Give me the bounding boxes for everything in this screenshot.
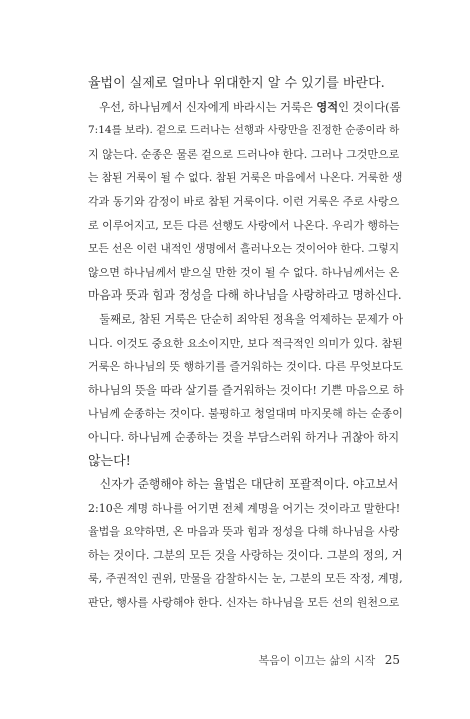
running-title: 복음이 이끄는 삶의 시작 [258,654,376,667]
text-line: 신자가 준행해야 하는 율법은 대단히 포괄적이다. 야고보서 [88,477,399,492]
text-line: 율법을 요약하면, 온 마음과 뜻과 힘과 정성을 다해 하나님을 사랑 [88,525,400,539]
page-number: 25 [384,653,400,667]
text-line: 나님께 순종하는 것이다. 불평하고 청얼대며 마지못해 하는 순종이 [88,407,403,421]
text-line: 하나님의 뜻을 따라 살기를 즐거워하는 것이다! 기쁜 마음으로 하 [88,383,404,397]
text-line: 니다. 이것도 중요한 요소이지만, 보다 적극적인 의미가 있다. 참된 [88,336,403,350]
text-line: 둘째로, 참된 거룩은 단순히 죄악된 정욕을 억제하는 문제가 아 [88,312,404,326]
text-line: 로 이루어지고, 모든 다른 선행도 사랑에서 나온다. 우리가 행하는 [88,218,400,232]
text-line: 룩, 주권적인 권위, 만물을 감찰하시는 눈, 그분의 모든 작정, 계명, [88,572,403,586]
text-line: 않는다! [88,453,131,469]
text-line: 지 않는다. 순종은 물론 겉으로 드러나야 한다. 그러나 그것만으로 [88,147,400,161]
emphasis-text: 영적 [316,99,339,114]
text-line: 2:10은 계명 하나를 어기면 전체 계명을 어기는 것이라고 말한다! [88,501,401,515]
text-line: 않으면 하나님께서 받으실 만한 것이 될 수 없다. 하나님께서는 온 [88,265,400,279]
text-line: 는 참된 거룩이 될 수 없다. 참된 거룩은 마음에서 나온다. 거룩한 생 [88,171,403,185]
body-text [88,72,404,615]
text-line: 율법이 실제로 얼마나 위대한지 알 수 있기를 바란다. [88,76,385,91]
text-line: 하는 것이다. 그분의 모든 것을 사랑하는 것이다. 그분의 정의, 거 [88,548,403,562]
text-line: 모든 선은 이런 내적인 생명에서 흘러나오는 것이어야 한다. 그렇지 [88,242,400,256]
text-line: 마음과 뜻과 힘과 정성을 다해 하나님을 사랑하라고 명하신다. [88,288,402,303]
text-line: 판단, 행사를 사랑해야 한다. 신자는 하나님을 모든 선의 원천으로 [88,596,400,610]
text-line: 7:14를 보라). 겉으로 드러나는 선행과 사랑만을 진정한 순종이라 하 [88,124,400,137]
text-line: 아니다. 하나님께 순종하는 것을 부담스러워 하거나 귀찮아 하지 [88,430,400,444]
page-footer [258,652,400,668]
text-line: 각과 동기와 감정이 바로 참된 거룩이다. 이런 거룩은 주로 사랑으 [88,194,400,208]
text-line: 거룩은 하나님의 뜻 행하기를 즐거워하는 것이다. 다른 무엇보다도 [88,360,403,374]
text-line: 우선, 하나님께서 신자에게 바라시는 거룩은 영적인 것이다(롬 [88,99,401,114]
